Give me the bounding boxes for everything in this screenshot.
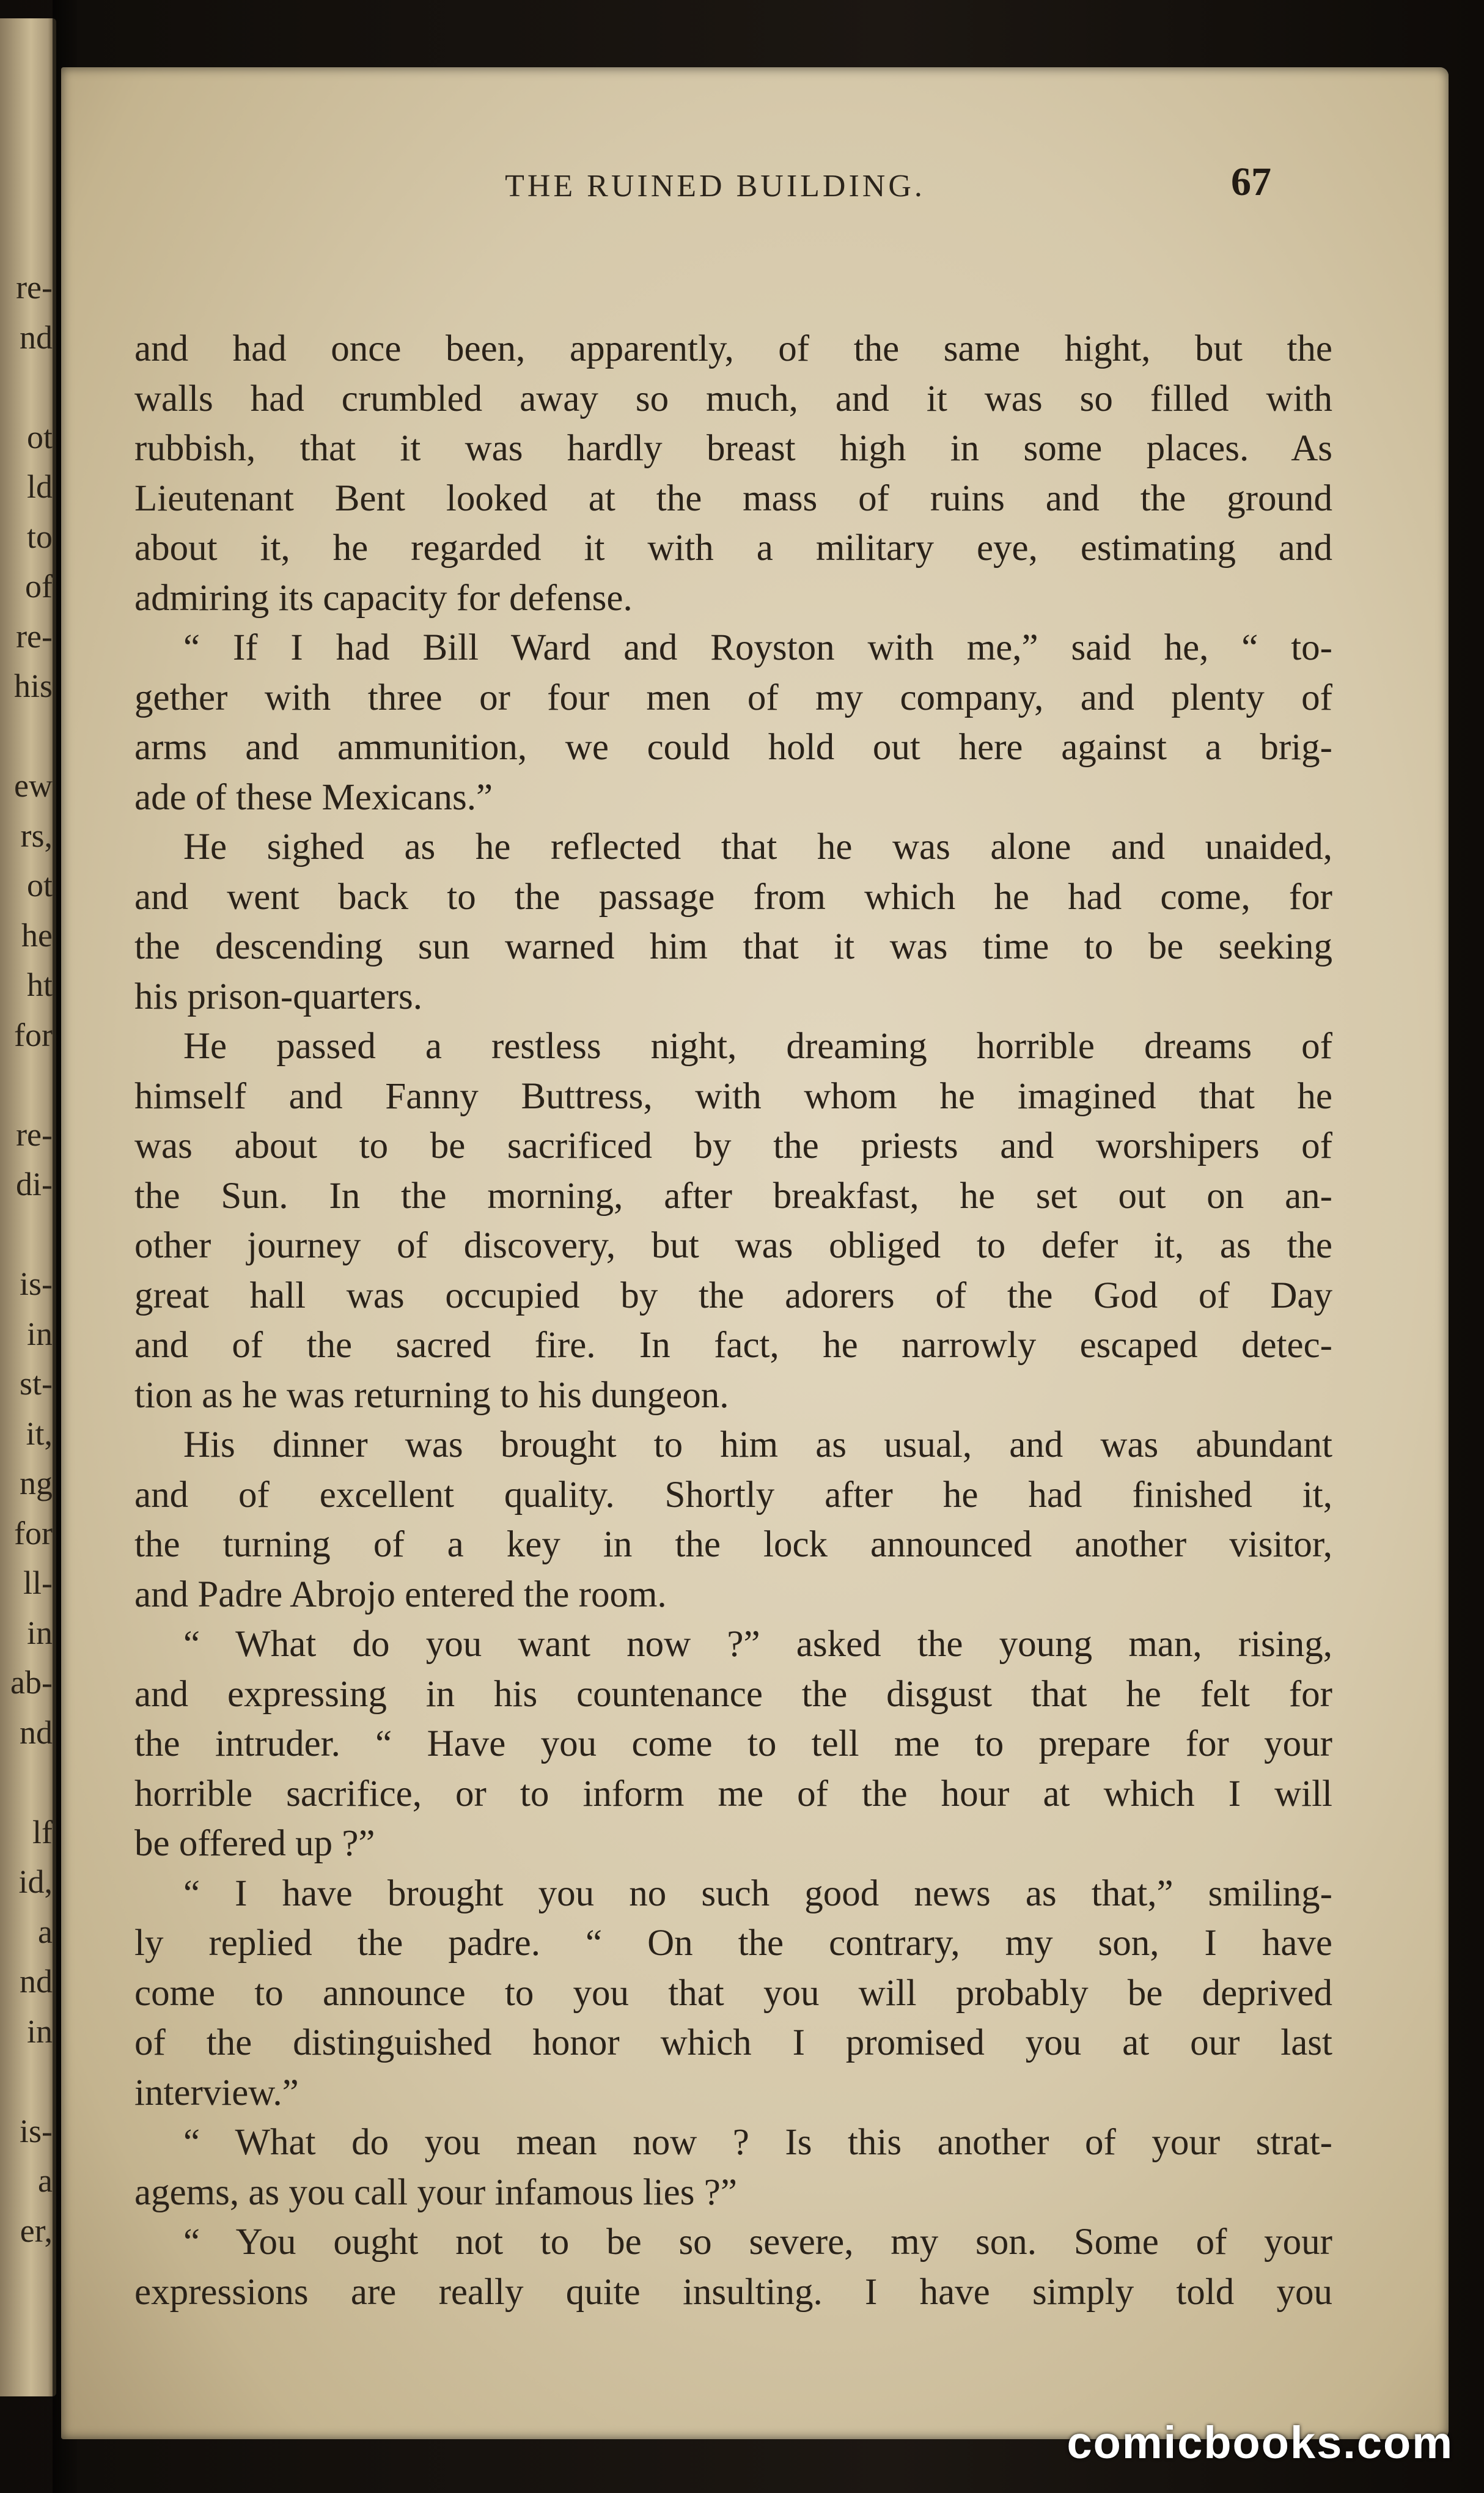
previous-page-fragment: it, xyxy=(26,1415,53,1452)
text-line: “ What do you mean now ? Is this another of your strat- xyxy=(183,2122,1332,2163)
previous-page-fragment: a xyxy=(38,1913,53,1950)
text-line: “ If I had Bill Ward and Royston with me,” said he, “ to- xyxy=(183,627,1332,668)
text-line: and of excellent quality. Shortly after he had finished it, xyxy=(134,1474,1332,1515)
text-line: and had once been, apparently, of the same hight, but the xyxy=(134,328,1332,369)
text-line: admiring its capacity for defense. xyxy=(134,577,633,619)
body-text xyxy=(134,324,1332,2317)
previous-page-fragment: ab- xyxy=(10,1664,53,1701)
previous-page-fragment: for xyxy=(14,1016,53,1053)
text-line: and expressing in his countenance the disgust that he felt for xyxy=(134,1673,1332,1715)
text-line: His dinner was brought to him as usual, and was abundant xyxy=(183,1424,1332,1465)
text-line: agems, as you call your infamous lies ?” xyxy=(134,2171,737,2213)
previous-page-fragment: lf xyxy=(32,1813,53,1850)
page-number: 67 xyxy=(1231,160,1271,204)
text-line: “ You ought not to be so severe, my son. Some of your xyxy=(183,2222,1332,2263)
text-line: and of the sacred fire. In fact, he narrowly escaped detec- xyxy=(134,1325,1332,1366)
text-line: the intruder. “ Have you come to tell me to prepare for your xyxy=(134,1723,1332,1764)
text-line: be offered up ?” xyxy=(134,1823,375,1864)
running-title: THE RUINED BUILDING. xyxy=(505,169,925,204)
previous-page-edge xyxy=(0,18,56,2396)
text-line: ly replied the padre. “ On the contrary, my son, I have xyxy=(134,1923,1332,1964)
previous-page-fragment: a xyxy=(38,2162,53,2199)
previous-page-fragment: re- xyxy=(16,1116,53,1153)
previous-page-fragment: id, xyxy=(18,1863,53,1900)
previous-page-fragment: nd xyxy=(20,319,53,356)
text-line: gether with three or four men of my company, and plenty of xyxy=(134,677,1332,718)
text-line: about it, he regarded it with a military eye, estimating and xyxy=(134,528,1332,569)
text-line: and went back to the passage from which he had come, for xyxy=(134,876,1332,918)
previous-page-fragment: in xyxy=(26,1315,53,1352)
text-line: interview.” xyxy=(134,2072,299,2113)
text-line: rubbish, that it was hardly breast high in some places. As xyxy=(134,428,1332,469)
text-line: ade of these Mexicans.” xyxy=(134,776,493,818)
text-line: the Sun. In the morning, after breakfast, he set out on an- xyxy=(134,1175,1332,1217)
text-line: his prison-quarters. xyxy=(134,976,422,1017)
text-line: great hall was occupied by the adorers of the God of Day xyxy=(134,1275,1332,1316)
previous-page-fragment: in xyxy=(26,1614,53,1651)
previous-page-fragment: is- xyxy=(20,2112,53,2149)
previous-page-fragment: his xyxy=(13,668,53,704)
previous-page-fragment: ng xyxy=(20,1465,53,1501)
previous-page-fragment: of xyxy=(25,568,53,605)
text-line: He sighed as he reflected that he was alone and unaided, xyxy=(183,827,1332,867)
previous-page-fragment: ht xyxy=(26,967,53,1003)
text-line: “ What do you want now ?” asked the young man, rising, xyxy=(183,1624,1332,1665)
text-line: Lieutenant Bent looked at the mass of ruins and the ground xyxy=(134,477,1332,519)
previous-page-fragment: nd xyxy=(20,1963,53,2000)
text-line: expressions are really quite insulting. I have simply told you xyxy=(134,2271,1332,2313)
previous-page-fragment: is- xyxy=(20,1265,53,1302)
text-line: the descending sun warned him that it was time to be seeking xyxy=(134,926,1332,967)
previous-page-fragment: in xyxy=(26,2012,53,2050)
previous-page-fragment: ew xyxy=(14,767,53,804)
text-line: “ I have brought you no such good news as that,” smiling- xyxy=(183,1873,1332,1914)
previous-page-fragment: ll- xyxy=(23,1564,53,1601)
previous-page-fragment: to xyxy=(26,518,53,555)
text-line: come to announce to you that you will probably be deprived xyxy=(134,1972,1332,2014)
previous-page-fragment: ld xyxy=(26,468,53,505)
previous-page-fragment: re- xyxy=(16,617,53,655)
previous-page-fragment: ot xyxy=(26,867,53,904)
watermark: comicbooks.com xyxy=(1067,2417,1453,2468)
previous-page-fragment: he xyxy=(21,916,53,954)
text-line: tion as he was returning to his dungeon. xyxy=(134,1374,729,1416)
previous-page-fragment: di- xyxy=(16,1166,53,1202)
previous-page-fragment: for xyxy=(14,1514,53,1552)
text-line: of the distinguished honor which I promised you at our last xyxy=(134,2022,1332,2063)
text-line: himself and Fanny Buttress, with whom he imagined that he xyxy=(134,1075,1332,1117)
previous-page-fragment: st- xyxy=(20,1365,53,1402)
text-line: was about to be sacrificed by the priests and worshipers of xyxy=(134,1125,1332,1166)
previous-page-fragment: er, xyxy=(20,2212,53,2249)
previous-page-fragment: rs, xyxy=(20,817,53,854)
text-line: other journey of discovery, but was obliged to defer it, as the xyxy=(134,1225,1332,1266)
previous-page-fragment: re- xyxy=(16,269,53,306)
previous-page-fragment: ot xyxy=(26,418,53,455)
book-page xyxy=(61,67,1449,2439)
text-line: walls had crumbled away so much, and it was so filled with xyxy=(134,378,1332,419)
text-line: and Padre Abrojo entered the room. xyxy=(134,1574,667,1615)
text-line: arms and ammunition, we could hold out here against a brig- xyxy=(134,727,1332,768)
text-line: horrible sacrifice, or to inform me of the hour at which I will xyxy=(134,1773,1332,1814)
previous-page-fragment: nd xyxy=(20,1714,53,1751)
text-line: He passed a restless night, dreaming horrible dreams of xyxy=(183,1026,1332,1067)
text-line: the turning of a key in the lock announced another visitor, xyxy=(134,1524,1332,1565)
